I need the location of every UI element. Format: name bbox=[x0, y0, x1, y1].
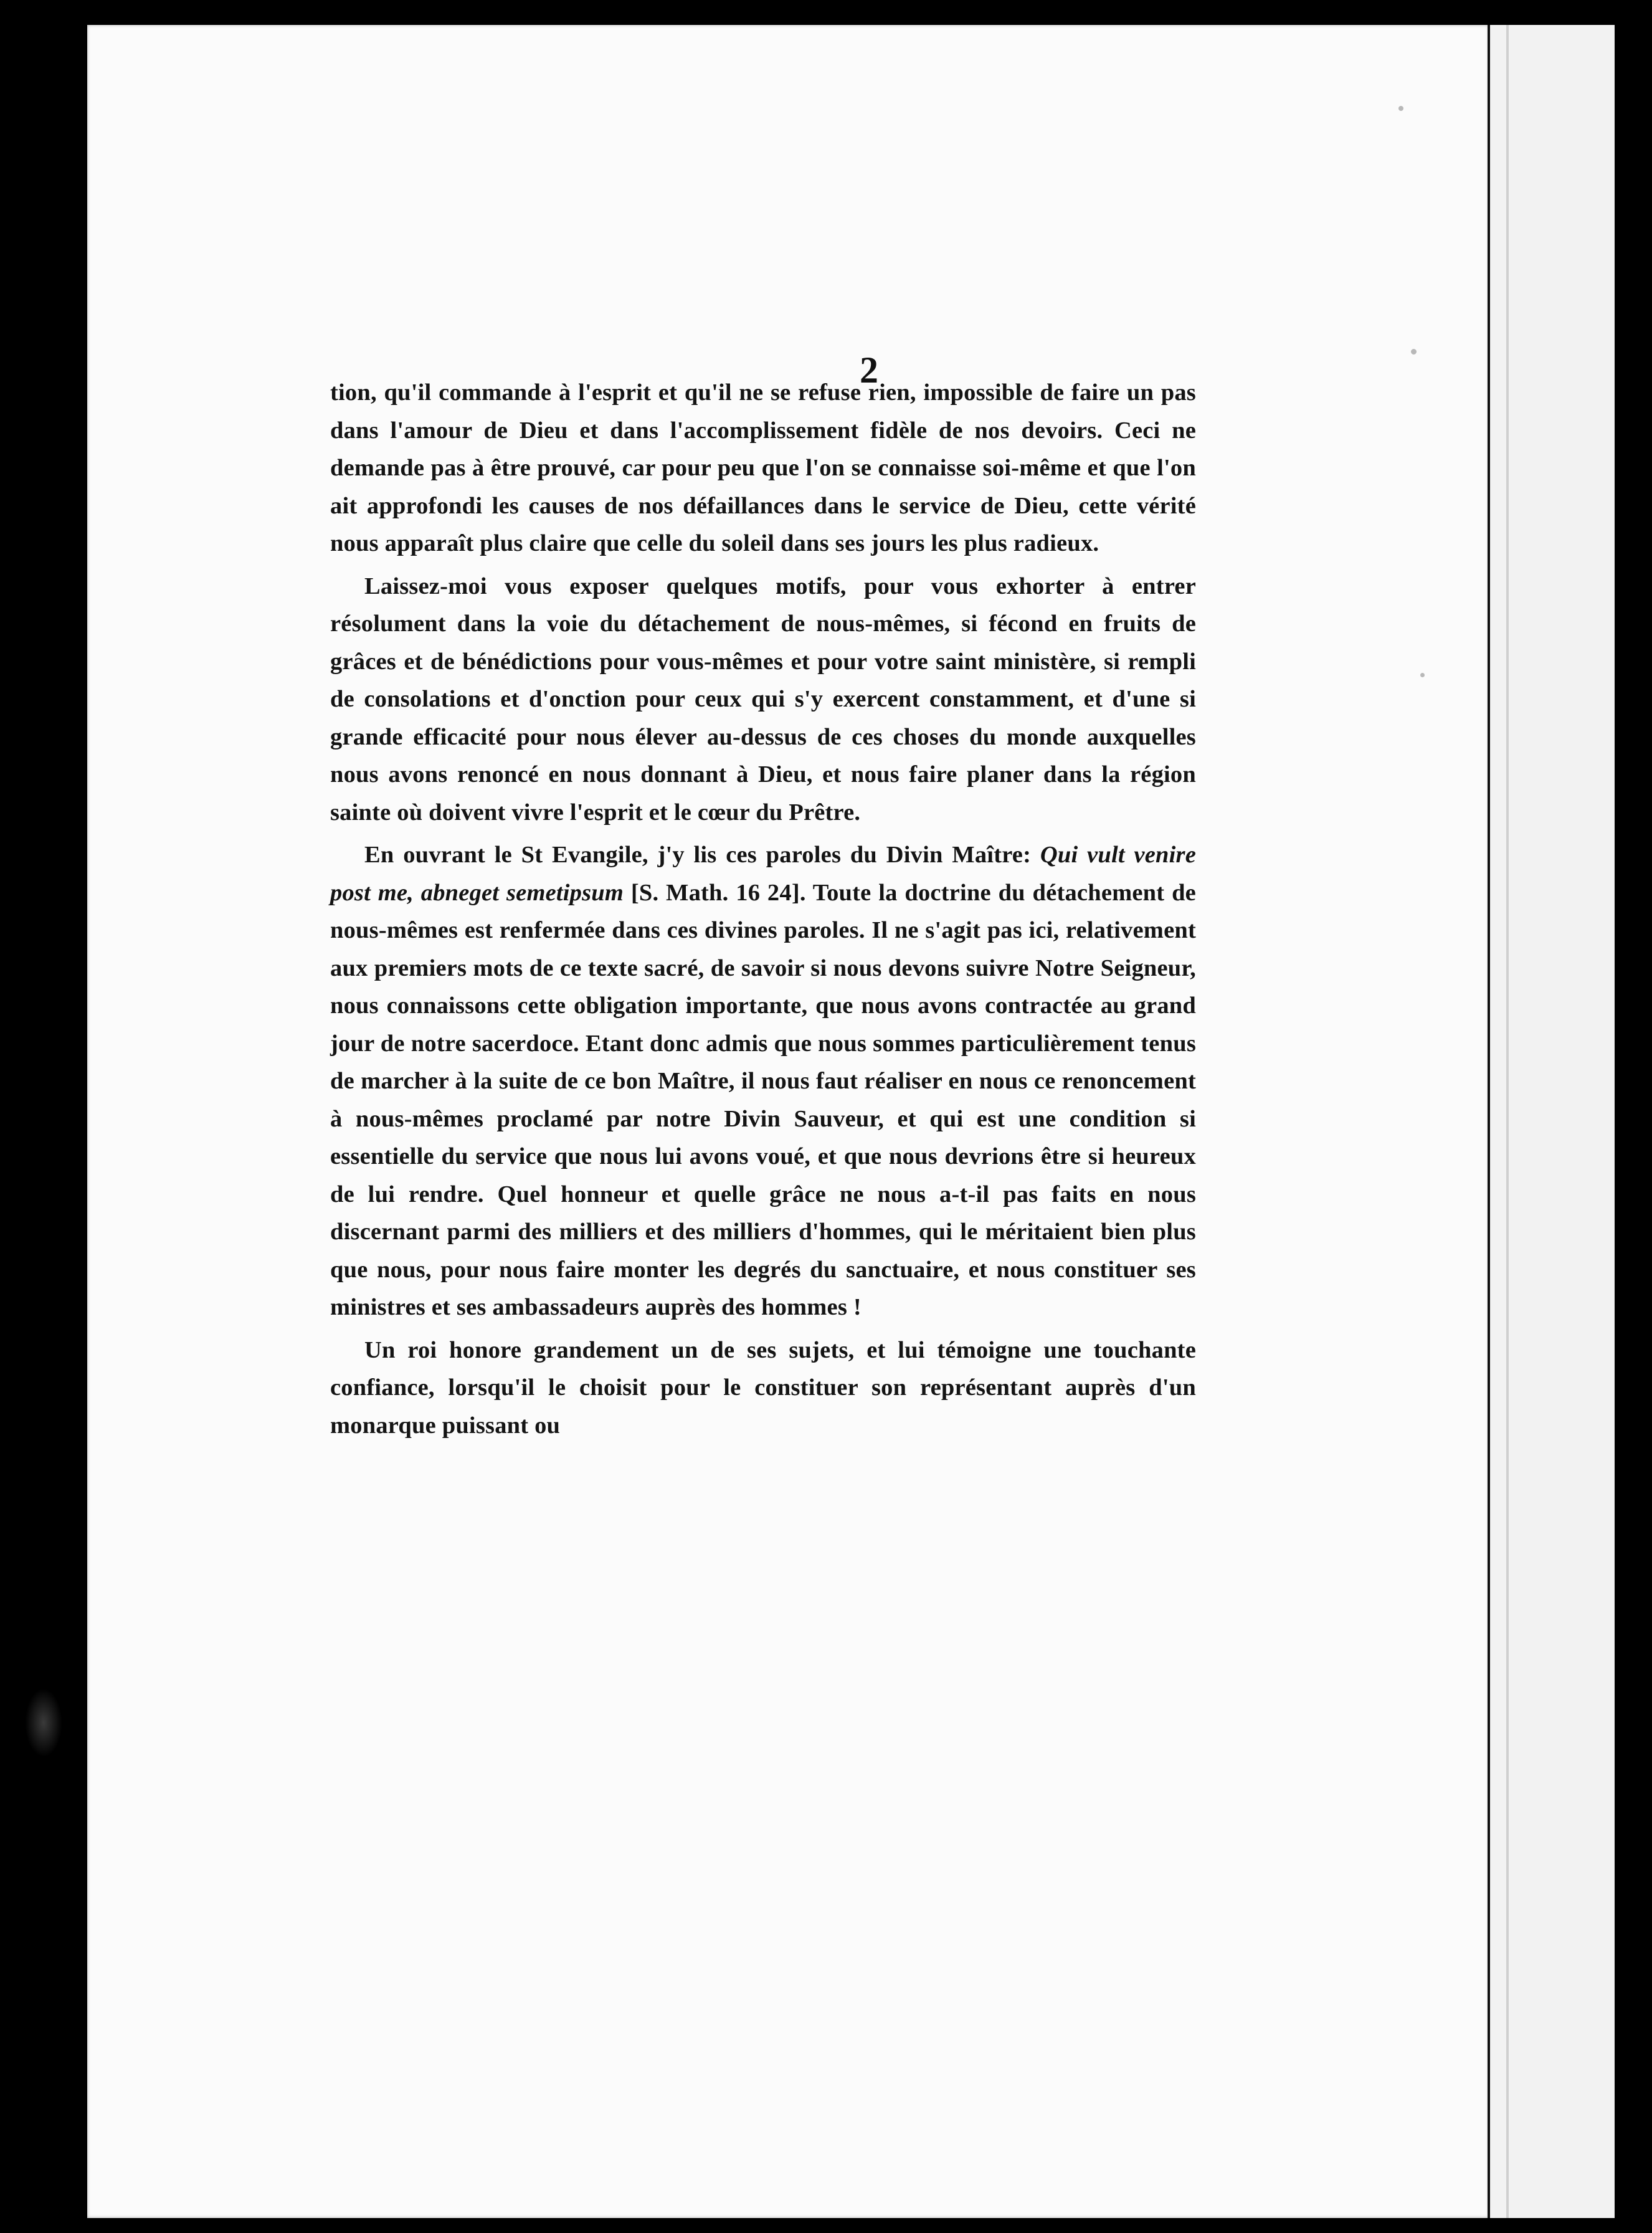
scan-artifact bbox=[25, 1688, 62, 1757]
paragraph-1: tion, qu'il commande à l'esprit et qu'il ne se refuse rien, impossible de faire un pas dans l'amour de Dieu et dans l'accomplissement fidèle de nos devoirs. Ceci ne demande pas à être prouvé, car pour peu que l'on se connaisse soi-même et que l'on ait approfondi les causes de nos défaillances dans le service de Dieu, cette vérité nous apparaît plus claire que celle du soleil dans ses jours les plus radieux. bbox=[330, 379, 1196, 556]
page-fold bbox=[1506, 25, 1509, 2218]
paper-speck bbox=[1420, 673, 1425, 677]
paper-speck bbox=[1411, 349, 1417, 355]
paragraph-3-body: Toute la doctrine du détachement de nous-mêmes est renfermée dans ces divines paroles. Il ne s'agit pas ici, relativement aux premiers mots de ce texte sacré, de savoir si nous devons suivre Notre Seigneur, nous connaissons cette obligation importante, que nous avons contractée au grand jour de notre sacerdoce. Etant donc admis que nous sommes particulièrement tenus de marcher à la suite de ce bon Maître, il nous faut réaliser en nous ce renoncement à nous-mêmes proclamé par notre Divin Sauveur, et qui est une condition si essentielle du service que nous lui avons voué, et que nous devrions être si heureux de lui rendre. Quel honneur et quelle grâce ne nous a-t-il pas faits en nous discernant parmi des milliers et des milliers d'hommes, qui le méritaient bien plus que nous, pour nous faire monter les degrés du sanctuaire, et nous constituer ses ministres et ses ambassadeurs auprès des hommes ! bbox=[330, 879, 1196, 1320]
page-number: 2 bbox=[860, 350, 878, 391]
quote-lead: En ouvrant le St Evangile, j'y lis ces paroles du Divin Maître: bbox=[364, 842, 1040, 868]
paragraph-3 bbox=[330, 836, 1196, 1326]
paragraph-2: Laissez-moi vous exposer quelques motifs, pour vous exhorter à entrer résolument dans la voie du détachement de nous-mêmes, si fécond en fruits de grâces et de bénédictions pour vous-mêmes et pour votre saint ministère, si rempli de consolations et d'onction pour ceux qui s'y exercent constamment, et d'une si grande efficacité pour nous élever au-dessus de ces choses du monde auxquelles nous avons renoncé en nous donnant à Dieu, et nous faire planer dans la région sainte où doivent vivre l'esprit et le cœur du Prêtre. bbox=[330, 573, 1196, 826]
latin-quote: Qui vult venire post me, abneget semetipsum bbox=[330, 842, 1196, 906]
body-text bbox=[330, 374, 1196, 1449]
paper-speck bbox=[1398, 106, 1403, 111]
adjacent-page-edge bbox=[1488, 25, 1615, 2218]
scripture-reference: [S. Math. 16 24]. bbox=[624, 879, 813, 906]
paragraph-4: Un roi honore grandement un de ses sujets, et lui témoigne une touchante confiance, lorsqu'il le choisit pour le constituer son représentant auprès d'un monarque puissant ou bbox=[330, 1336, 1196, 1439]
